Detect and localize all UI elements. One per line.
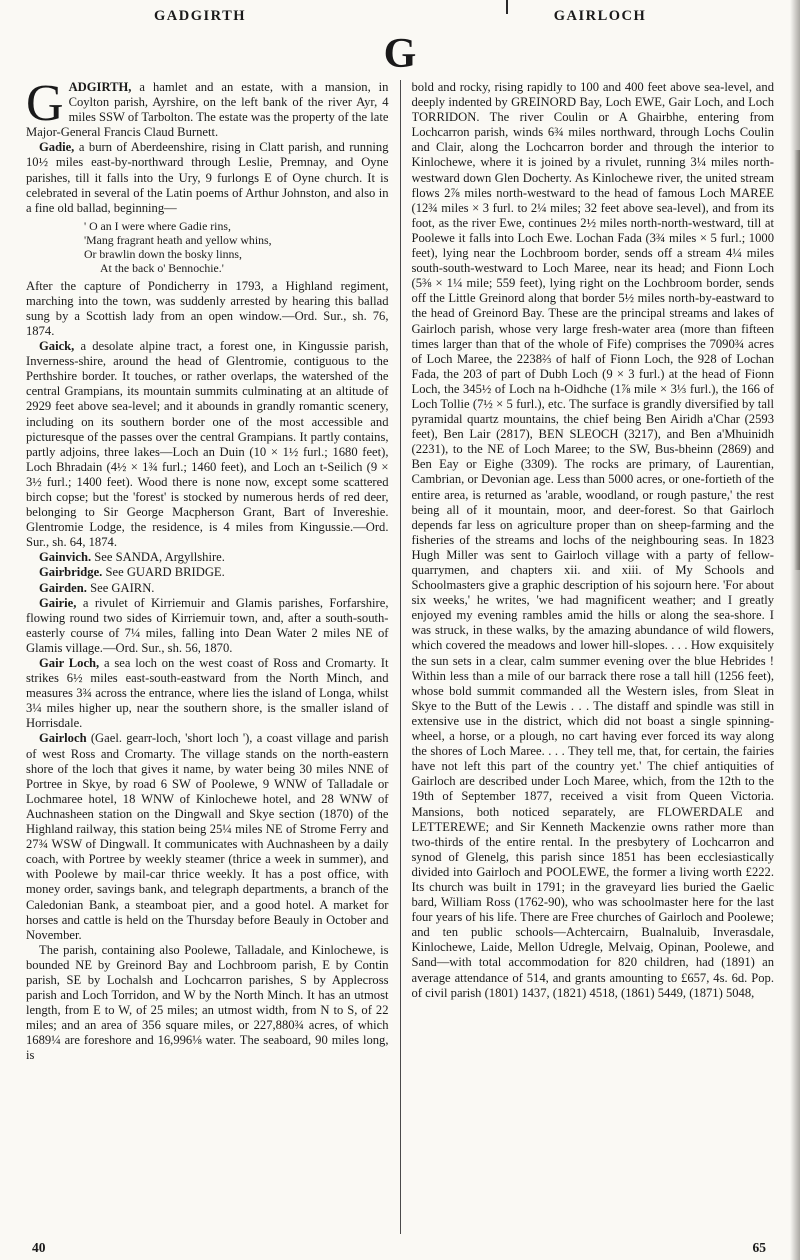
running-head — [0, 0, 800, 25]
entry-gadie: Gadie, a burn of Aberdeenshire, rising in Clatt parish, and running 10½ miles east-by-northward through Leslie, Premnay, and Oyne parishes, till it falls into the Ury, 9 furlongs E of Oyne church. It is celebrated in several of the Latin poems of Arthur Johnston, and also in a fine old ballad, beginning— — [26, 140, 389, 215]
entry-headword: Gairbridge. — [39, 565, 103, 580]
column-divider — [400, 80, 401, 1234]
entry-headword: Gairden. — [39, 580, 87, 595]
verse-line: ' O an I were where Gadie rins, — [84, 218, 231, 233]
running-head-right: GAIRLOCH — [553, 8, 647, 24]
entry-gainvich: Gainvich. See SANDA, Argyllshire. — [39, 550, 225, 565]
page-number-right: 65 — [752, 1240, 766, 1255]
verse-line: 'Mang fragrant heath and yellow whins, — [84, 233, 272, 248]
entry-headword: Gadie, — [39, 140, 75, 155]
scan-artifact-tick — [506, 0, 508, 14]
page-folios — [0, 1240, 800, 1256]
entry-gairbridge: Gairbridge. See GUARD BRIDGE. — [39, 565, 225, 580]
gairloch-continuation-paragraph: bold and rocky, rising rapidly to 100 and 400 feet above sea-level, and deeply indented by GREINORD Bay, Loch EWE, Gair Loch, and Loch TORRIDON. The river Coulin or A Ghairbhe, entering from Lochcarron parish, winds 6¾ miles northward, through Lochs Coulin and Clair, along the Lochcarron border and through the interior to Kinlochewe, where it is joined by a rivulet, running 3¼ miles north-westward down Glen Docherty. As Kinlochewe river, the united stream flows 2⅞ miles north-westward to the head of famous Loch MAREE (12¾ miles × 3 furl. to 2¼ miles; 32 feet above sea-level), and from its foot, as the river Ewe, continues 2½ miles north-north-westward, till at Poolewe it falls into Loch Ewe. Lochan Fada (3¾ miles × 5 furl.; 1000 feet), lying near the Lochbroom border, sends off a stream 4¼ miles south-south-westward to Loch Maree, near its head; and Fionn Loch (5⅜ × 1¼ mile; 559 feet), lying right on the Lochbroom border, sends off the Little Greinord along that border 5½ miles north-by-eastward to the head of Greinord Bay. These are the principal streams and lakes of Gairloch parish, whose very large fresh-water area (more than fifteen times larger than that of the whole of Fife) comprises the 7090¾ acres of Loch Maree, the 2238⅔ of half of Fionn Loch, the 928 of Lochan Fada, the 203 of part of Dubh Loch (9 × 3 furl.) at the head of Fionn Loch, the 345½ of Loch na h-Oidhche (1⅞ mile × 3⅓ furl.), the 166 of Loch Tollie (7½ × 5 furl.), etc. The surface is grandly diversified by tall pyramidal quartz mountains, the chief being Ben Airidh a'Char (2593 feet), Ben Lair (2817), BEN SLEOCH (3217), and Ben a'Mhuinidh (2231), to the NE of Loch Maree; to the SW, Bus-bheinn (2869) and Ben Eay or Eighe (3309). The rocks are primary, of Laurentian, Cambrian, or Devonian age. Less than 5000 acres, or one-fortieth of the entire area, is returned as 'arable, woodland, or rough pasture,' the rest being all of it mountain, moor, and deer-forest. So that Gairloch depends far less on agriculture proper than on sheep-farming and the fisheries of the streams and lochs of the neighbouring seas. In 1823 Hugh Miller was sent to Gairloch village with a party of fellow-quarrymen, and chapters xii. and xiii. of My Schools and Schoolmasters give a graphic description of his sojourn here. 'For about six weeks,' he writes, 'we had magnificent weather; and I greatly enjoyed my evening rambles amid the hills or along the sea-shore. I was struck, in these walks, by the amazing abundance of wild flowers, which covered the meadows and lower hill-slopes. . . . How exquisitely the sun sets in a clear, calm summer evening over the blue Hebrides ! Within less than a mile of our barrack there rose a tall hill (1256 feet), whose bold summit commanded all the Western isles, from Sleat in Skye to the Butt of the Lewis . . . The distaff and spindle was still in extensive use in the district, which did not boast a single spinning-wheel, a horse, or a plough, no cart having ever forced its way along the shores of Loch Maree. . . . They tell me, that, for certain, the fairies have not left this part of the country yet.' The chief antiquities of Gairloch are described under Loch Maree, which, from the 12th to the 19th of September 1877, received a visit from Queen Victoria. Mansions, both noticed separately, are FLOWERDALE and LETTEREWE; and Sir Kenneth Mackenzie owns rather more than two-thirds of the entire rental. In the presbytery of Lochcarron and synod of Glenelg, this parish since 1851 has been ecclesiastically divided into Gairloch and POOLEWE, the former a living worth £222. Its church was built in 1791; in the graveyard lies buried the Gaelic bard, William Ross (1762-90), who was schoolmaster here for the last four years of his life. There are Free churches of Gairloch and Poolewe; and ten public schools—Achtercairn, Bualnaluib, Inverasdale, Kinlochewe, Laide, Mellon Udregle, Melvaig, Opinan, Poolewe, and Sand—with total accommodation for 820 children, had (1891) an average attendance of 514, and grants amounting to £657, 4s. 6d. Pop. of civil parish (1801) 1437, (1821) 4518, (1861) 5449, (1871) 5048, — [411, 80, 774, 1000]
entry-gairie: Gairie, a rivulet of Kirriemuir and Glamis parishes, Forfarshire, flowing round two sides of Kirriemuir town, and, after a south-south-easterly course of 7¼ miles, falling into Dean Water 2 miles NE of Glamis village.—Ord. Sur., sh. 56, 1870. — [26, 595, 389, 655]
entry-headword: Gaick, — [39, 339, 75, 354]
entry-gairloch: Gairloch (Gael. gearr-loch, 'short loch '), a coast village and parish of west Ross and Cromarty. The village stands on the north-eastern shore of the loch that gives it name, by water being 30 miles NNE of Portree in Skye, by road 6 SW of Poolewe, 9 WNW of Talladale or Lochmaree hotel, 18 WNW of Kinlochewe hotel, and 28 WNW of Auchnasheen station on the Dingwall and Skye section (1870) of the Highland railway, this station being 25¼ miles NE of Strome Ferry and 27¾ WSW of Dingwall. It communicates with Auchnasheen by a daily coach, with Portree by weekly steamer (thrice a week in summer), and with Poolewe by mail-car thrice weekly. It has a post office, with money order, savings bank, and telegraph departments, a branch of the Caledonian Bank, a steamboat pier, and a good hotel. A market for horses and cattle is held on the Thursday before Beauly in October and November. — [26, 731, 389, 942]
right-column — [412, 80, 775, 1234]
entry-gadgirth: GADGIRTH, a hamlet and an estate, with a mansion, in Coylton parish, Ayrshire, on the left bank of the river Ayr, 4 miles SSW of Tarbolton. The estate was the property of the late Major-General Francis Claud Burnett. — [26, 80, 389, 140]
gadie-ballad — [84, 219, 389, 276]
gairloch-parish-paragraph: The parish, containing also Poolewe, Talladale, and Kinlochewe, is bounded NE by Greinord Bay and Lochbroom parish, E by Contin parish, SE by Lochalsh and Lochcarron parishes, S by Applecross parish and Loch Torridon, and W by the North Minch. It has an utmost length, from E to W, of 25 miles; an utmost width, from N to S, of 22 miles; and an area of 356 square miles, or 227,880¾ acres, of which 1689¼ are foreshore and 16,996⅛ water. The seaboard, 90 miles long, is — [26, 942, 389, 1063]
entry-headword: Gairie, — [39, 595, 77, 610]
verse-line: Or brawlin down the bosky linns, — [84, 247, 242, 262]
running-head-left: GADGIRTH — [153, 8, 247, 24]
entry-gaick: Gaick, a desolate alpine tract, a forest one, in Kingussie parish, Inverness-shire, around the head of Glentromie, contiguous to the Perthshire border. It touches, or rather overlaps, the watershed of the central Grampians, its mountain summits culminating at an altitude of 2929 feet above sea-level; and it abounds in grandly romantic scenery, including on its southern border one of the most accessible and picturesque of the passes over the central Grampians. It partly contains, partly adjoins, three lakes—Loch an Duin (10 × 1½ furl.; 1680 feet), Loch Bhradain (4½ × 1¾ furl.; 1460 feet), and Loch an t-Seilich (9 × 3½ furl.; 1400 feet). Wood there is none now, except some scattered birch copse; but the 'forest' is stocked by numerous herds of red deer, belonging to Sir George Macpherson Grant, Bart of Invereshie. Glentromie Lodge, the residence, is 4 miles from Kingussie.—Ord. Sur., sh. 64, 1874. — [26, 339, 389, 550]
entry-headword: Gair Loch, — [39, 656, 100, 670]
section-letter: G — [383, 31, 417, 77]
entry-headword: ADGIRTH, — [68, 80, 132, 94]
page-number-left: 40 — [32, 1240, 46, 1255]
left-column — [26, 80, 389, 1234]
entry-gairden: Gairden. See GAIRN. — [39, 580, 155, 595]
entry-headword: Gairloch — [39, 731, 87, 746]
verse-line: At the back o' Bennochie.' — [100, 261, 224, 276]
entry-gair-loch: Gair Loch, a sea loch on the west coast of Ross and Cromarty. It strikes 6½ miles east-south-eastward from the North Minch, and measures 3¾ across the entrance, where lies the island of Longa, whilst 3¼ miles higher up, near the southern shore, is the smaller island of Horrisdale. — [26, 656, 389, 731]
entry-headword: Gainvich. — [39, 550, 92, 565]
text-columns — [0, 80, 800, 1234]
gadie-continuation: After the capture of Pondicherry in 1793, a Highland regiment, marching into the town, was suddenly arrested by hearing this ballad sung by a Scottish lady from an open window.—Ord. Sur., sh. 76, 1874. — [26, 278, 389, 338]
drop-cap: G — [26, 80, 64, 132]
